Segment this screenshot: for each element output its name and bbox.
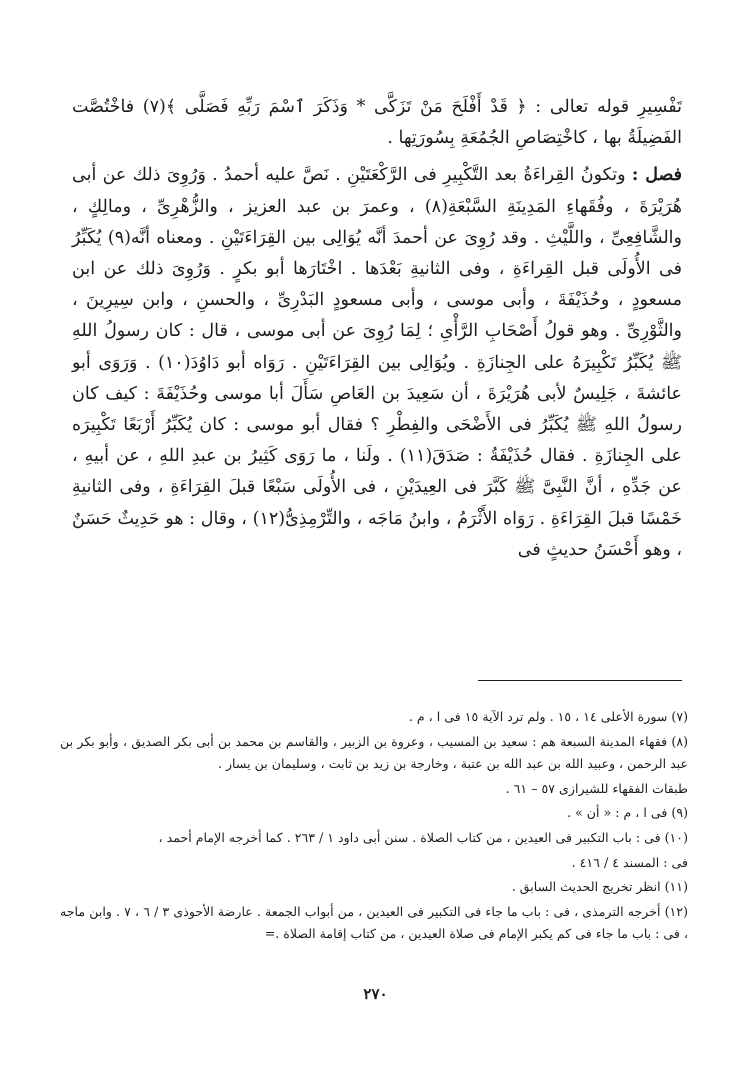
footnote-separator [478,680,682,681]
main-text [72,92,682,566]
intro-paragraph: تَفْسِيرِ قوله تعالى : ﴿ قَدْ أَفْلَحَ مَنْ تَزَكَّى * وَذَكَرَ ٱسْمَ رَبِّهِ فَصَلَّى ﴾(٧) فاخْتُصَّت الفَضِيلَةُ بها ، كاخْتِصَاصِ الجُمُعَةِ بِسُورَتِها . [72,97,683,149]
fasl-paragraph [72,160,682,566]
page-number: ٢٧٠ [363,985,388,1003]
footnote-8: (٨) فقهاء المدينة السبعة هم : سعيد بن المسيب ، وعروة بن الزبير ، والقاسم بن محمد بن أبى بكر الصديق ، وأبو بكر بن عبد الرحمن ، وعبيد الله بن عبد الله بن عتبة ، وخارجة بن زيد بن ثابت ، وسليمان بن يسار . [60,733,688,772]
footnote-11: (١١) انظر تخريج الحديث السابق . [511,879,688,895]
footnote-10-continuation: فى : المسند ٤ / ٤١٦ . [571,854,688,870]
fasl-label: فصل : [631,165,682,186]
footnote-10: (١٠) فى : باب التكبير فى العيدين ، من كتاب الصلاة . سنن أبى داود ١ / ٢٦٣ . كما أخرجه الإمام أحمد ، [158,829,688,845]
footnote-7: (٧) سورة الأعلى ١٤ ، ١٥ . ولم ترد الآية ١٥ فى ا ، م . [408,709,688,724]
footnote-12: (١٢) أخرجه الترمذى ، فى : باب ما جاء فى التكبير فى العيدين ، من أبواب الجمعة . عارضة الأحوذى ٣ / ٦ ، ٧ . وابن ماجه ، فى : باب ما جاء فى كم يكبر الإمام فى صلاة العيدين ، من كتاب إقامة الصلاة .= [60,903,688,942]
fasl-text: وتكونُ القِراءَةُ بعد التَّكْبِيرِ فى الرَّكْعَتَيْنِ . نَصَّ عليه أحمدُ . وَرُوِىَ ذلك عن أبى هُرَيْرَةَ ، وفُقَهاءِ المَدِينَةِ السَّبْعَةِ(٨) ، وعمرَ بن عبد العزيز ، والزُّهْرِىِّ ، ومالِكٍ ، والشَّافِعِىِّ ، واللَّيْثِ . وقد رُوِىَ عن أحمدَ أنَّه يُوَالِى بين القِرَاءَتَيْنِ . ومعناه أنَّه(٩) يُكَبِّرُ فى الأُولَى قبل القِراءَةِ ، وفى الثانيةِ بَعْدَها . اخْتَارَها أبو بكرٍ . وَرُوِىَ ذلك عن ابن مسعودٍ ، وحُذَيْفَةَ ، وأبى موسى ، وأبى مسعودٍ البَدْرِىِّ ، والحسنِ ، وابن سِيرِينَ ، والثَّوْرِىِّ . وهو قولُ أَصْحَابِ الرَّأْىِ ؛ لِمَا رُوِىَ عن أبى موسى ، قال : كان رسولُ اللهِ ﷺ يُكَبِّرُ تَكْبِيرَهُ على الجِنازَةِ . ويُوَالِى بين القِرَاءَتَيْنِ . رَوَاه أبو دَاوُدَ(١٠) . وَرَوَى أبو عائشةَ ، جَلِيسٌ لأبى هُرَيْرَةَ ، أن سَعِيدَ بن العَاصِ سَأَلَ أبا موسى وحُذَيْفَةَ : كيف كان رسولُ اللهِ ﷺ يُكَبِّرُ فى الأَضْحَى والفِطْرِ ؟ فقال أبو موسى : كان يُكَبِّرُ أَرْبَعًا تَكْبِيرَه على الجِنازَةِ . فقال حُذَيْفَةُ : صَدَقَ(١١) . ولَنا ، ما رَوَى كَثِيرُ بن عبدِ اللهِ ، عن أبيهِ ، عن جَدِّهِ ، أنَّ النَّبِىَّ ﷺ كَبَّرَ فى العِيدَيْنِ ، فى الأُولَى سَبْعًا قبلَ القِرَاءَةِ ، وفى الثانيةِ خَمْسًا قبلَ القِرَاءَةِ . رَوَاه الأَثْرَمُ ، وابنُ مَاجَه ، والتِّرْمِذِىُّ(١٢) ، وقال : هو حَدِيثٌ حَسَنٌ ، وهو أَحْسَنُ حديثٍ فى [72,165,682,560]
footnotes [60,706,688,948]
footnote-8-continuation: طبقات الفقهاء للشيرازى ٥٧ – ٦١ . [505,780,688,796]
footnote-9: (٩) فى ا ، م : « أن » . [567,805,688,821]
